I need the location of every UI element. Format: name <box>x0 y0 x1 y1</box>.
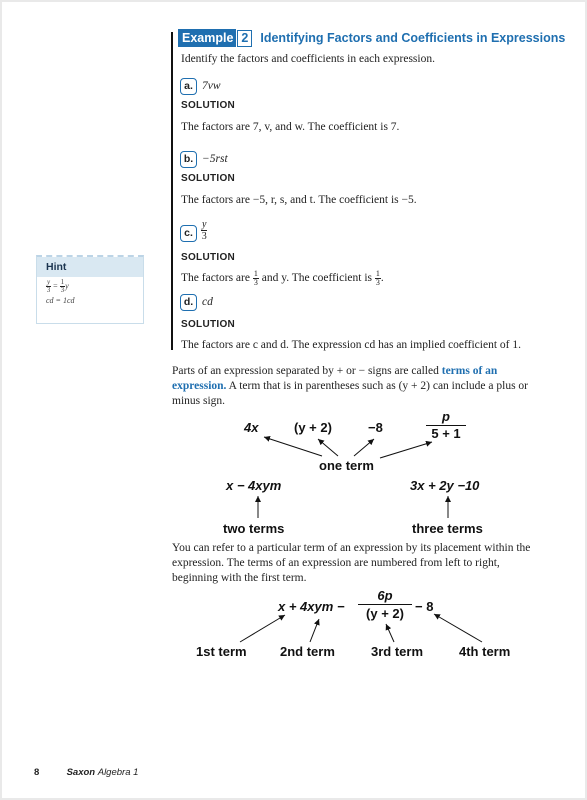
part-a-expression: 7vw <box>202 80 221 92</box>
hint-line-2: cd = 1cd <box>46 296 75 305</box>
term-item-4x: 4x <box>244 420 259 435</box>
term-item-minus-8: −8 <box>368 420 383 435</box>
placement-paragraph: You can refer to a particular term of an expression by its placement within the expression. The terms of an expression are numbered from left to right, beginning with the first term. <box>172 542 531 584</box>
terms-paragraph-pre: Parts of an expression separated by + or − signs are called <box>172 365 439 377</box>
book-title-rest: Algebra 1 <box>97 767 139 778</box>
hint-rfrac-num: 1 <box>60 278 65 286</box>
part-c-coef-num: 1 <box>375 269 380 278</box>
part-d-expression: cd <box>202 296 213 308</box>
hint-title: Hint <box>37 257 143 277</box>
four-term-expression-right: − 8 <box>415 599 434 614</box>
third-term-label: 3rd term <box>371 644 424 659</box>
part-c-badge: c. <box>180 225 197 242</box>
two-terms-label: two terms <box>223 521 285 536</box>
part-c-frac-num: 1 <box>253 269 258 278</box>
three-term-expression: 3x + 2y −10 <box>410 478 480 493</box>
example-intro: Identify the factors and coefficients in each expression. <box>181 53 435 65</box>
hint-var: y <box>65 281 69 291</box>
three-terms-label: three terms <box>412 521 483 536</box>
arrow-1st-term <box>240 615 285 642</box>
four-term-fraction <box>358 587 412 622</box>
arrow-to-minus-8 <box>354 439 374 456</box>
hint-equals: = <box>53 281 58 291</box>
part-c-solution-mid: and y. The coefficient is <box>261 272 372 285</box>
term-fraction-num: p <box>426 409 466 426</box>
example-title: Identifying Factors and Coefficients in Expressions <box>260 31 566 45</box>
textbook-page <box>2 2 585 798</box>
part-b-badge: b. <box>180 151 197 168</box>
term-item-y-plus-2: (y + 2) <box>294 420 332 435</box>
part-d-badge: d. <box>180 294 197 311</box>
part-a-solution: The factors are 7, v, and w. The coefficient is 7. <box>181 121 400 133</box>
fourth-term-label: 4th term <box>459 644 511 659</box>
arrow-4th-term <box>434 614 482 642</box>
arrow-to-fraction <box>380 442 432 458</box>
part-c-solution-pre: The factors are <box>181 272 250 285</box>
two-term-expression: x − 4xym <box>226 478 282 493</box>
one-term-label: one term <box>319 458 374 473</box>
page-footer <box>34 767 138 778</box>
first-term-label: 1st term <box>196 644 247 659</box>
part-b-expression: −5rst <box>202 153 228 165</box>
diagram-arrows <box>2 2 585 798</box>
hint-frac-den: 3 <box>46 286 51 294</box>
part-d-solution: The factors are c and d. The expression cd has an implied coefficient of 1. <box>181 339 521 351</box>
example-number: 2 <box>237 30 252 47</box>
part-a-badge: a. <box>180 78 197 95</box>
hint-frac-num: y <box>47 278 51 286</box>
part-c-expr-numerator: y <box>202 219 207 230</box>
book-title-bold: Saxon <box>66 767 96 778</box>
part-c-solution-label: SOLUTION <box>181 252 236 263</box>
example-label: Example <box>178 29 236 47</box>
hint-rfrac-den: 3 <box>60 286 65 294</box>
part-c-expr-denominator: 3 <box>201 231 207 242</box>
part-c-coef-den: 3 <box>375 278 380 287</box>
arrow-2nd-term <box>310 619 319 642</box>
term-fraction-den: 5 + 1 <box>431 426 461 441</box>
arrow-to-4x <box>264 437 322 456</box>
four-term-fraction-den: (y + 2) <box>366 606 404 621</box>
terms-paragraph-post: A term that is in parentheses such as (y + 2) can include a plus or minus sign. <box>172 380 529 407</box>
part-b-solution: The factors are −5, r, s, and t. The coefficient is −5. <box>181 194 417 206</box>
arrow-to-y-plus-2 <box>318 439 338 456</box>
part-c-solution-end: . <box>380 272 384 285</box>
terms-definition: terms of an expression. <box>172 365 498 392</box>
part-c-frac-den: 3 <box>253 278 258 287</box>
part-d-solution-label: SOLUTION <box>181 319 236 330</box>
arrow-3rd-term <box>386 624 394 642</box>
four-term-fraction-num: 6p <box>358 587 412 605</box>
part-a-solution-label: SOLUTION <box>181 100 236 111</box>
part-b-solution-label: SOLUTION <box>181 173 236 184</box>
second-term-label: 2nd term <box>280 644 335 659</box>
page-number: 8 <box>34 767 40 778</box>
four-term-expression-left: x + 4xym − <box>278 599 345 614</box>
